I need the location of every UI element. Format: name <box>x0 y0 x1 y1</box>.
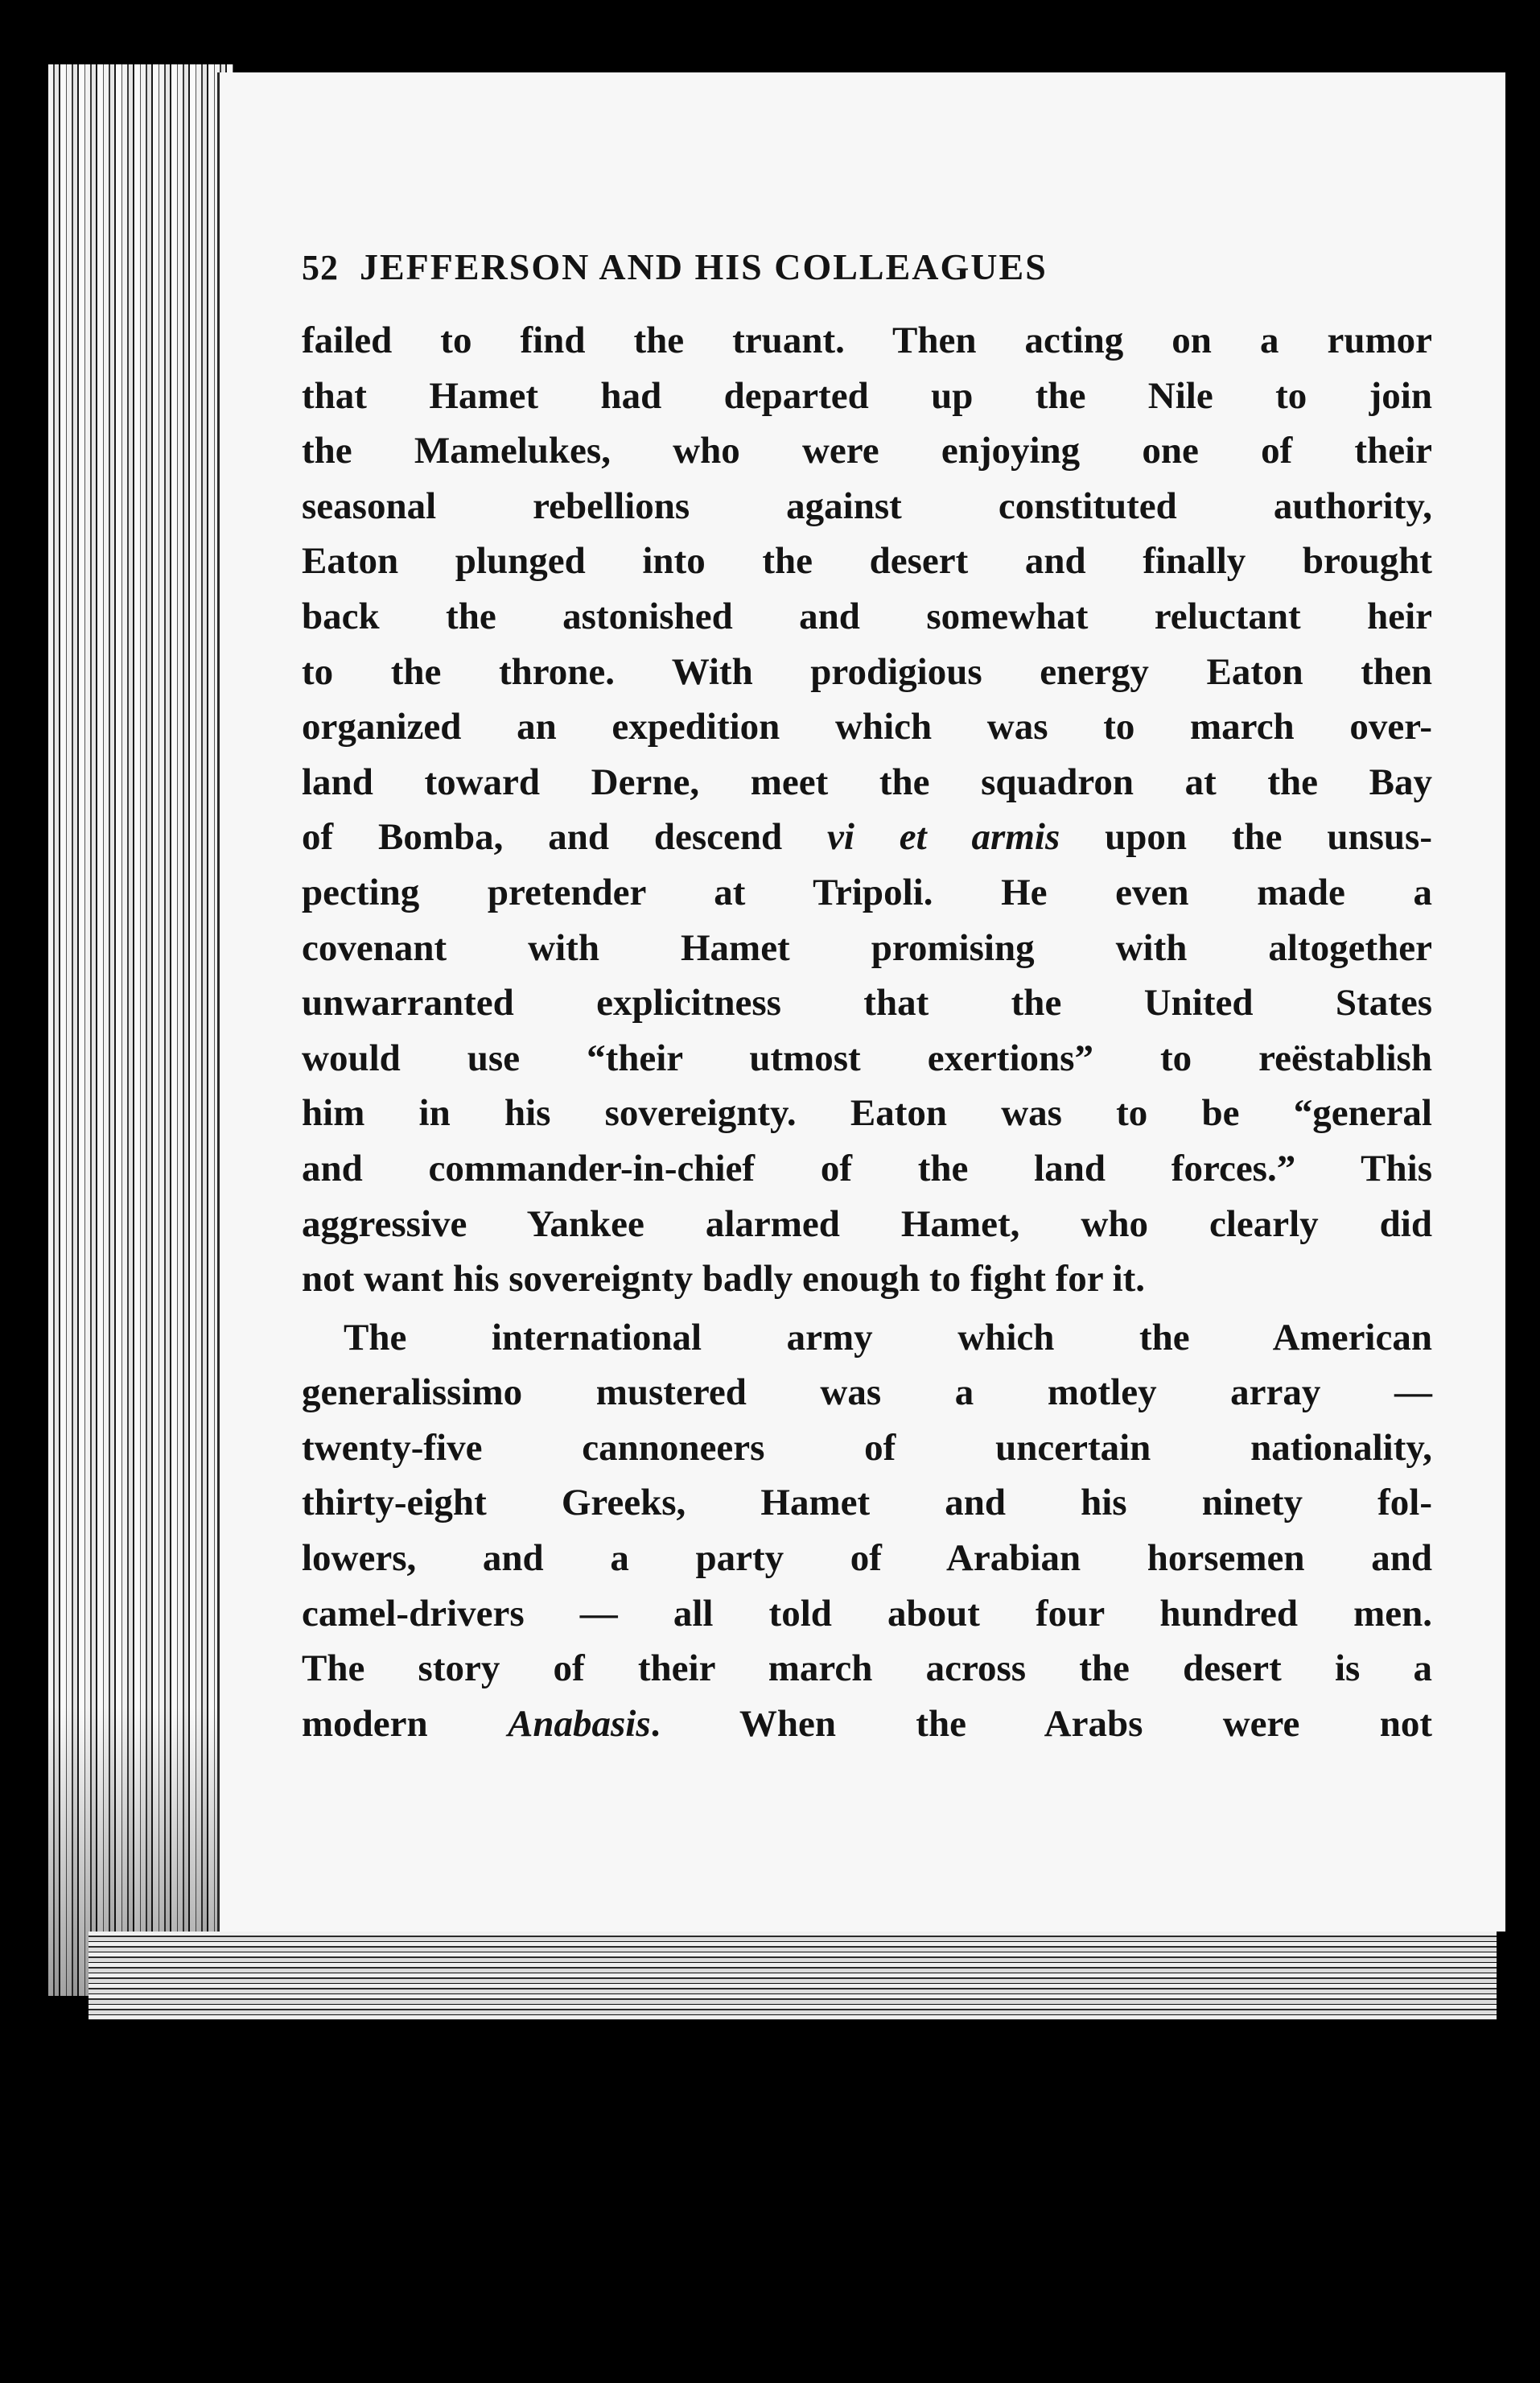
paragraph <box>302 313 1432 1307</box>
text-line: him in his sovereignty. Eaton was to be “general <box>302 1092 1432 1135</box>
paragraph <box>302 1310 1432 1752</box>
text-line: twenty-five cannoneers of uncertain nationality, <box>302 1426 1432 1469</box>
text-segment: of Bomba, and descend <box>302 816 827 859</box>
text-line: the Mamelukes, who were enjoying one of their <box>302 430 1432 472</box>
text-line: and commander-in-chief of the land forces.” This <box>302 1147 1432 1189</box>
text-line: pecting pretender at Tripoli. He even made a <box>302 871 1432 913</box>
text-line: covenant with Hamet promising with altogether <box>302 926 1432 969</box>
text-segment: upon the unsus- <box>1060 816 1432 859</box>
running-head <box>302 245 1432 302</box>
text-line: failed to find the truant. Then acting on a rumor <box>302 320 1432 361</box>
text-line: land toward Derne, meet the squadron at the Bay <box>302 761 1432 803</box>
text-line: The story of their march across the desert is a <box>302 1647 1432 1690</box>
text-line: lowers, and a party of Arabian horsemen and <box>302 1537 1432 1580</box>
text-line: would use “their utmost exertions” to reëstablish <box>302 1037 1432 1079</box>
text-segment: modern <box>302 1702 508 1745</box>
text-line: to the throne. With prodigious energy Eaton then <box>302 650 1432 693</box>
text-line: not want his sovereignty badly enough to fight for it. <box>302 1258 1146 1301</box>
page-edges-left <box>48 64 233 1996</box>
running-title: JEFFERSON AND HIS COLLEAGUES <box>360 246 1048 287</box>
text-line: unwarranted explicitness that the United States <box>302 982 1432 1025</box>
text-line: aggressive Yankee alarmed Hamet, who clearly did <box>302 1202 1432 1245</box>
text-line: The international army which the American <box>344 1316 1432 1358</box>
text-line: that Hamet had departed up the Nile to join <box>302 374 1432 417</box>
italic-phrase: Anabasis <box>507 1702 651 1745</box>
page-text <box>302 245 1432 1751</box>
text-line: back the astonished and somewhat reluctant heir <box>302 595 1432 637</box>
text-line: organized an expedition which was to march over- <box>302 706 1432 748</box>
text-line: thirty-eight Greeks, Hamet and his ninety fol- <box>302 1482 1432 1524</box>
text-line: camel-drivers — all told about four hundred men. <box>302 1592 1432 1635</box>
body-text <box>302 313 1432 1751</box>
italic-phrase: vi et armis <box>827 816 1060 859</box>
text-segment: . When the Arabs were not <box>650 1702 1433 1745</box>
text-line: seasonal rebellions against constituted authority, <box>302 484 1432 527</box>
text-line <box>302 1697 1432 1752</box>
page-edges-bottom <box>89 1932 1497 2020</box>
text-line: generalissimo mustered was a motley array — <box>302 1371 1432 1414</box>
text-line <box>302 810 1432 865</box>
text-line: Eaton plunged into the desert and finally brought <box>302 540 1432 583</box>
page-number: 52 <box>302 248 339 287</box>
